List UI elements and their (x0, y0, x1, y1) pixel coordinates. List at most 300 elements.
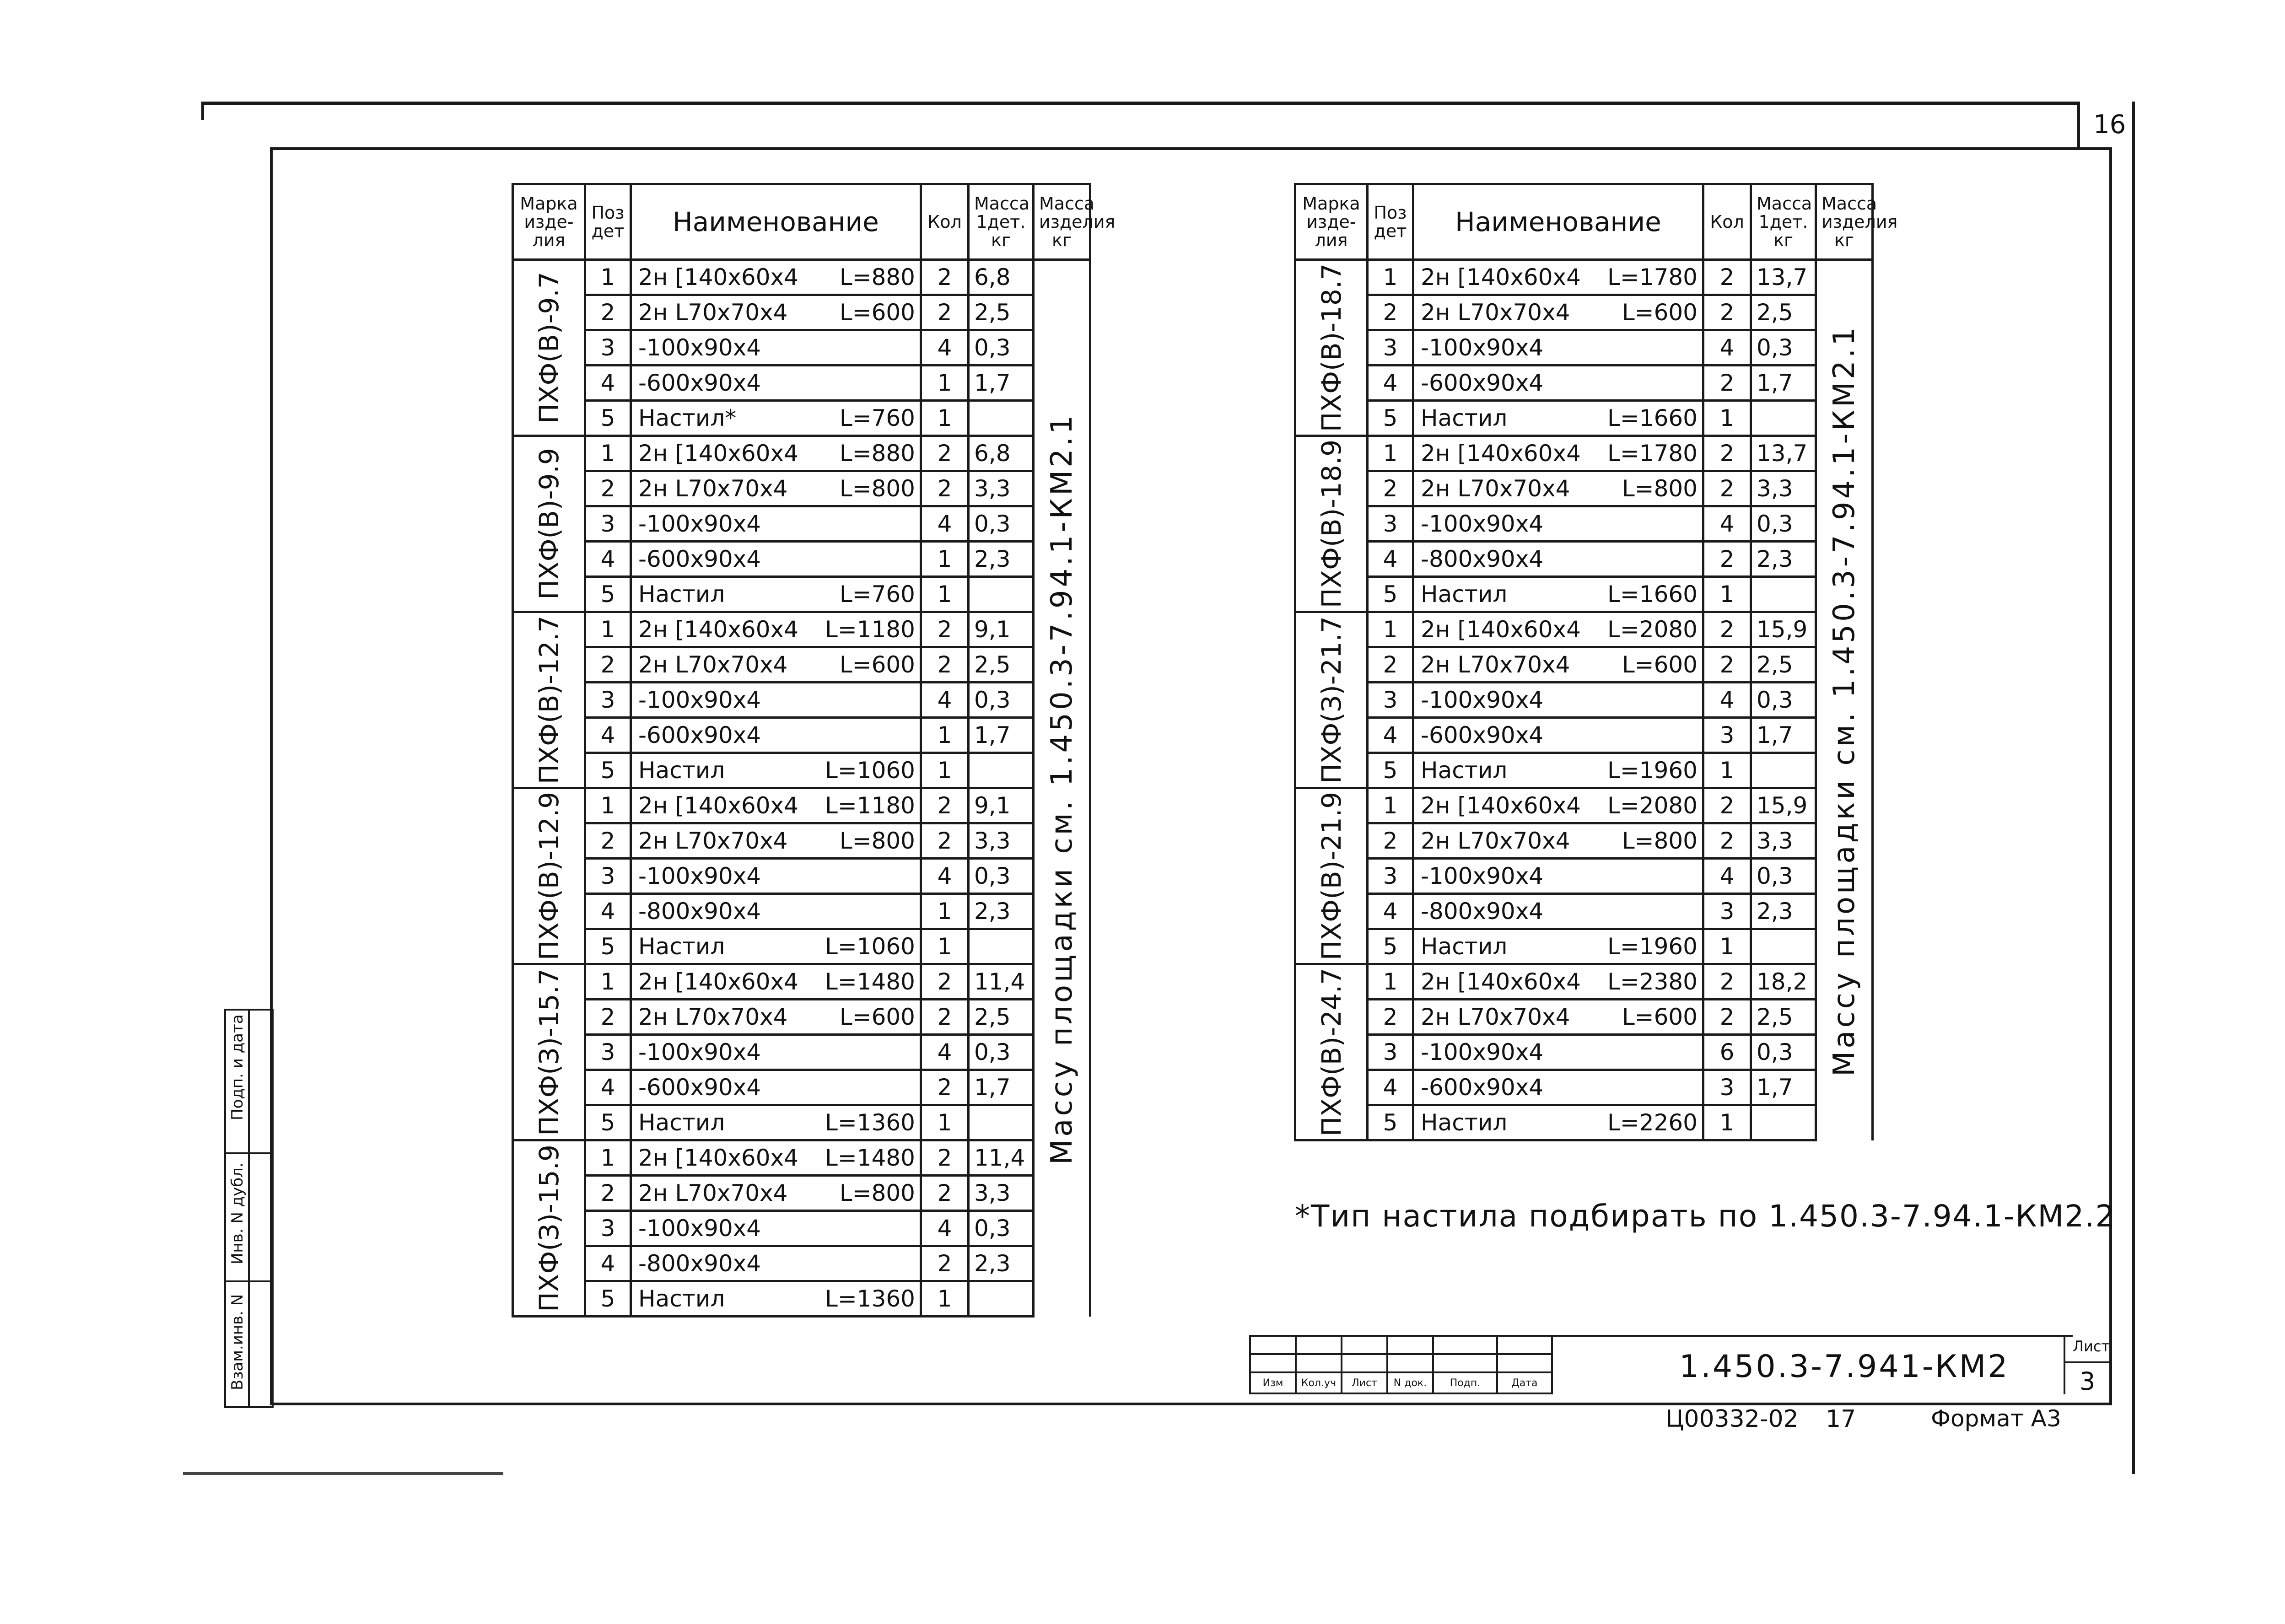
pos-cell: 3 (585, 1035, 631, 1070)
item-mark: ПХФ(В)-18.7 (1315, 263, 1347, 432)
name-cell (631, 718, 921, 753)
part-length: L=2080 (1607, 792, 1698, 819)
part-length: L=800 (1622, 475, 1698, 502)
part-length: L=1180 (825, 792, 915, 819)
header-pos: Поз дет (585, 184, 631, 260)
mass-cell: 13,7 (1751, 436, 1816, 471)
part-name: 2н [140х60х4 (638, 264, 798, 290)
part-length: L=760 (839, 581, 915, 608)
format-label: Формат А3 (1931, 1405, 2061, 1432)
mass-cell: 3,3 (969, 823, 1034, 859)
table-row (1295, 929, 1873, 964)
table-row (513, 1246, 1090, 1281)
table-row (1295, 823, 1873, 859)
mass-cell (969, 401, 1034, 436)
part-name: Настил (1421, 405, 1508, 431)
qty-cell: 2 (921, 788, 969, 823)
mass-cell: 2,3 (969, 894, 1034, 929)
part-length: L=2080 (1607, 616, 1698, 643)
name-cell (631, 647, 921, 683)
mass-cell: 3,3 (969, 471, 1034, 506)
name-cell (1413, 753, 1703, 788)
tb-col-list: Лист (1342, 1372, 1387, 1393)
name-cell (1413, 929, 1703, 964)
part-length: L=1480 (825, 968, 915, 995)
table-row (1295, 753, 1873, 788)
pos-cell: 4 (585, 718, 631, 753)
part-name: 2н [140х60х4 (1421, 264, 1581, 290)
pos-cell: 4 (585, 366, 631, 401)
table-row (513, 964, 1090, 1000)
stamp-label-signature: Подп. и дата (228, 1014, 247, 1120)
item-mark-cell (1295, 788, 1368, 964)
part-name: -100х90х4 (1421, 1039, 1544, 1065)
item-mark-cell (513, 788, 585, 964)
mass-cell: 15,9 (1751, 612, 1816, 647)
qty-cell: 1 (1703, 753, 1751, 788)
part-name: -100х90х4 (638, 1215, 761, 1242)
part-name: Настил (638, 1109, 725, 1136)
mass-cell (969, 577, 1034, 612)
pos-cell: 4 (585, 1246, 631, 1281)
name-cell (631, 929, 921, 964)
qty-cell: 2 (1703, 295, 1751, 330)
part-name: -100х90х4 (1421, 334, 1544, 361)
name-cell (631, 894, 921, 929)
mass-cell: 2,3 (1751, 542, 1816, 577)
pos-cell: 3 (1368, 859, 1413, 894)
item-mark: ПХФ(З)-15.7 (533, 968, 565, 1136)
pos-cell: 5 (1368, 929, 1413, 964)
mass-cell: 0,3 (969, 859, 1034, 894)
header-mark: Марка изде- лия (513, 184, 585, 260)
part-length: L=800 (839, 1180, 915, 1206)
part-name: 2н L70х70х4 (638, 299, 788, 326)
table-row (513, 471, 1090, 506)
qty-cell: 1 (921, 542, 969, 577)
part-name: 2н [140х60х4 (638, 440, 798, 467)
mass-cell (969, 1105, 1034, 1140)
table-row (513, 612, 1090, 647)
tb-col-podp: Подп. (1433, 1372, 1497, 1393)
qty-cell: 2 (921, 647, 969, 683)
pos-cell: 3 (585, 506, 631, 542)
pos-cell: 2 (585, 471, 631, 506)
item-mark-cell (513, 260, 585, 436)
table-row (1295, 1000, 1873, 1035)
table-row (513, 506, 1090, 542)
mass-cell: 0,3 (969, 1211, 1034, 1246)
mass-cell: 3,3 (1751, 823, 1816, 859)
pos-cell: 4 (1368, 894, 1413, 929)
table-row (513, 753, 1090, 788)
item-mark: ПХФ(З)-15.9 (533, 1145, 565, 1312)
inner-frame-top (270, 147, 2109, 150)
part-name: Настил (638, 581, 725, 608)
bottom-code: Ц00332-02 (1665, 1405, 1799, 1433)
mass-note: Массу площадки см. 1.450.3-7.94.1-КМ2.1 (1827, 324, 1861, 1077)
part-length: L=600 (839, 651, 915, 678)
table-row (1295, 401, 1873, 436)
qty-cell: 4 (1703, 506, 1751, 542)
name-cell (1413, 1070, 1703, 1105)
pos-cell: 1 (585, 612, 631, 647)
part-length: L=1480 (825, 1145, 915, 1171)
table-row (513, 401, 1090, 436)
pos-cell: 4 (585, 894, 631, 929)
mass-cell: 1,7 (1751, 718, 1816, 753)
name-cell (1413, 823, 1703, 859)
table-row (513, 1176, 1090, 1211)
part-name: Настил (638, 757, 725, 784)
pos-cell: 5 (1368, 401, 1413, 436)
part-name: -100х90х4 (638, 511, 761, 537)
name-cell (631, 1281, 921, 1317)
title-block (1249, 1335, 2110, 1404)
mass-cell: 2,3 (969, 1246, 1034, 1281)
name-cell (1413, 260, 1703, 295)
part-length: L=600 (839, 299, 915, 326)
name-cell (631, 823, 921, 859)
qty-cell: 2 (921, 964, 969, 1000)
name-cell (631, 612, 921, 647)
name-cell (1413, 1105, 1703, 1140)
item-mark-cell (1295, 964, 1368, 1140)
qty-cell: 4 (921, 330, 969, 366)
qty-cell: 2 (921, 612, 969, 647)
table-row (513, 859, 1090, 894)
mass-cell (1751, 577, 1816, 612)
qty-cell: 1 (921, 577, 969, 612)
table-row (513, 1281, 1090, 1317)
header-qty: Кол (1703, 184, 1751, 260)
mass-cell: 0,3 (1751, 330, 1816, 366)
pos-cell: 1 (585, 1140, 631, 1176)
pos-cell: 2 (585, 1176, 631, 1211)
pos-cell: 4 (1368, 366, 1413, 401)
qty-cell: 1 (921, 401, 969, 436)
table-row (513, 1070, 1090, 1105)
mass-note-cell (1816, 260, 1873, 1140)
table-row (513, 647, 1090, 683)
part-name: 2н L70х70х4 (638, 1004, 788, 1030)
qty-cell: 1 (921, 929, 969, 964)
top-frame-line (201, 102, 2077, 105)
part-length: L=2380 (1607, 968, 1698, 995)
table-row (513, 929, 1090, 964)
mass-cell: 15,9 (1751, 788, 1816, 823)
pos-cell: 3 (585, 683, 631, 718)
mass-cell: 2,5 (1751, 1000, 1816, 1035)
table-row (1295, 471, 1873, 506)
left-spec-table (512, 183, 1116, 1317)
sheet-label: Лист (2073, 1338, 2110, 1355)
item-mark-cell (1295, 436, 1368, 612)
name-cell (1413, 295, 1703, 330)
part-length: L=1360 (825, 1285, 915, 1312)
item-mark: ПХФ(В)-9.9 (533, 448, 565, 600)
pos-cell: 3 (1368, 1035, 1413, 1070)
mass-cell: 2,5 (969, 1000, 1034, 1035)
table-row (1295, 647, 1873, 683)
qty-cell: 1 (1703, 577, 1751, 612)
part-name: -600х90х4 (1421, 722, 1544, 748)
item-mark-cell (1295, 612, 1368, 788)
pos-cell: 5 (585, 753, 631, 788)
name-cell (1413, 859, 1703, 894)
pos-cell: 2 (1368, 471, 1413, 506)
name-cell (1413, 612, 1703, 647)
mass-cell: 3,3 (1751, 471, 1816, 506)
qty-cell: 1 (921, 753, 969, 788)
pos-cell: 2 (1368, 647, 1413, 683)
name-cell (631, 964, 921, 1000)
name-cell (1413, 577, 1703, 612)
header-mark: Марка изде- лия (1295, 184, 1368, 260)
part-name: -100х90х4 (1421, 687, 1544, 713)
item-mark-cell (513, 964, 585, 1140)
name-cell (1413, 718, 1703, 753)
stamp-label-duplicate: Инв. N дубл. (228, 1162, 247, 1264)
tb-col-kolch: Кол.уч (1296, 1372, 1342, 1393)
header-mass-detail: Масса 1дет. кг (969, 184, 1034, 260)
part-name: -100х90х4 (1421, 863, 1544, 889)
part-name: 2н [140х60х4 (1421, 792, 1581, 819)
qty-cell: 3 (1703, 1070, 1751, 1105)
pos-cell: 1 (585, 436, 631, 471)
table-row (1295, 894, 1873, 929)
tb-col-izm: Изм (1250, 1372, 1296, 1393)
name-cell (631, 506, 921, 542)
mass-cell: 1,7 (969, 718, 1034, 753)
qty-cell: 2 (1703, 964, 1751, 1000)
pos-cell: 5 (1368, 753, 1413, 788)
bottom-number: 17 (1826, 1405, 1856, 1433)
mass-cell: 2,3 (1751, 894, 1816, 929)
item-mark: ПХФ(В)-21.9 (1315, 791, 1347, 961)
qty-cell: 4 (921, 1211, 969, 1246)
qty-cell: 4 (1703, 330, 1751, 366)
pos-cell: 5 (585, 1105, 631, 1140)
mass-cell: 11,4 (969, 1140, 1034, 1176)
part-name: -600х90х4 (638, 722, 761, 748)
pos-cell: 4 (1368, 1070, 1413, 1105)
side-stamp (224, 1009, 274, 1408)
table-row (1295, 542, 1873, 577)
table-row (1295, 718, 1873, 753)
part-name: 2н L70х70х4 (638, 1180, 788, 1206)
part-length: L=1060 (825, 933, 915, 960)
qty-cell: 4 (921, 1035, 969, 1070)
sheet-number-box-left (2077, 102, 2080, 150)
name-cell (631, 753, 921, 788)
qty-cell: 2 (921, 1140, 969, 1176)
top-frame-tick (201, 102, 204, 120)
pos-cell: 2 (585, 823, 631, 859)
qty-cell: 2 (1703, 436, 1751, 471)
part-name: -100х90х4 (1421, 511, 1544, 537)
item-mark-cell (513, 1140, 585, 1317)
mass-cell: 1,7 (969, 1070, 1034, 1105)
table-row (513, 894, 1090, 929)
item-mark: ПХФ(В)-18.9 (1315, 439, 1347, 608)
table-row (513, 1000, 1090, 1035)
mass-cell: 0,3 (969, 1035, 1034, 1070)
mass-note: Массу площадки см. 1.450.3-7.94.1-КМ2.1 (1045, 412, 1079, 1165)
table-row (513, 542, 1090, 577)
part-name: 2н L70х70х4 (1421, 1004, 1570, 1030)
pos-cell: 2 (585, 647, 631, 683)
name-cell (631, 683, 921, 718)
part-length: L=600 (839, 1004, 915, 1030)
table-row (1295, 683, 1873, 718)
part-name: -600х90х4 (1421, 370, 1544, 396)
item-mark: ПХФ(В)-24.7 (1315, 968, 1347, 1137)
mass-cell (969, 1281, 1034, 1317)
part-length: L=1780 (1607, 440, 1698, 467)
table-row (513, 260, 1090, 295)
pos-cell: 1 (1368, 964, 1413, 1000)
table-row (1295, 506, 1873, 542)
qty-cell: 2 (1703, 471, 1751, 506)
table-row (1295, 1035, 1873, 1070)
qty-cell: 3 (1703, 894, 1751, 929)
part-name: 2н [140х60х4 (638, 968, 798, 995)
qty-cell: 2 (1703, 260, 1751, 295)
mass-cell: 6,8 (969, 436, 1034, 471)
item-mark-cell (513, 612, 585, 788)
part-name: -600х90х4 (638, 1074, 761, 1101)
tb-col-ndok: N док. (1387, 1372, 1433, 1393)
pos-cell: 2 (1368, 1000, 1413, 1035)
table-row (513, 366, 1090, 401)
scan-mark-bottom (183, 1472, 503, 1475)
pos-cell: 2 (1368, 823, 1413, 859)
sheet-corner-number: 16 (2093, 110, 2126, 140)
name-cell (1413, 1000, 1703, 1035)
part-name: 2н [140х60х4 (1421, 968, 1581, 995)
mass-cell: 2,5 (969, 295, 1034, 330)
part-name: Настил (1421, 933, 1508, 960)
part-length: L=1660 (1607, 581, 1698, 608)
qty-cell: 2 (1703, 823, 1751, 859)
mass-cell: 0,3 (1751, 506, 1816, 542)
pos-cell: 1 (1368, 436, 1413, 471)
qty-cell: 1 (921, 1105, 969, 1140)
qty-cell: 4 (921, 683, 969, 718)
right-spec-table (1294, 183, 1898, 1141)
pos-cell: 1 (585, 964, 631, 1000)
mass-note-cell (1034, 260, 1090, 1317)
table-row (513, 718, 1090, 753)
table-row (513, 788, 1090, 823)
item-mark: ПХФ(В)-9.7 (533, 272, 565, 424)
part-length: L=1960 (1607, 757, 1698, 784)
part-name: 2н L70х70х4 (638, 828, 788, 854)
pos-cell: 5 (585, 929, 631, 964)
qty-cell: 2 (921, 1000, 969, 1035)
table-row (513, 577, 1090, 612)
table-row (513, 823, 1090, 859)
table-row (513, 1035, 1090, 1070)
pos-cell: 4 (1368, 718, 1413, 753)
table-row (1295, 295, 1873, 330)
qty-cell: 2 (1703, 612, 1751, 647)
part-name: Настил (638, 933, 725, 960)
pos-cell: 2 (585, 1000, 631, 1035)
part-name: -800х90х4 (638, 898, 761, 925)
table-row (1295, 436, 1873, 471)
part-name: 2н L70х70х4 (638, 651, 788, 678)
mass-cell (1751, 1105, 1816, 1140)
table-row (1295, 964, 1873, 1000)
part-length: L=800 (839, 475, 915, 502)
name-cell (631, 1246, 921, 1281)
table-row (513, 436, 1090, 471)
mass-cell: 0,3 (1751, 859, 1816, 894)
part-length: L=600 (1622, 1004, 1698, 1030)
qty-cell: 2 (921, 260, 969, 295)
part-name: -800х90х4 (1421, 898, 1544, 925)
header-name: Наименование (1413, 184, 1703, 260)
part-length: L=760 (839, 405, 915, 431)
item-mark: ПХФ(В)-12.9 (533, 791, 565, 961)
part-length: L=1960 (1607, 933, 1698, 960)
qty-cell: 4 (921, 859, 969, 894)
pos-cell: 3 (585, 859, 631, 894)
part-name: Настил (1421, 1109, 1508, 1136)
qty-cell: 2 (921, 823, 969, 859)
qty-cell: 2 (921, 471, 969, 506)
table-row (1295, 859, 1873, 894)
part-name: 2н [140х60х4 (638, 616, 798, 643)
table-row (1295, 366, 1873, 401)
qty-cell: 1 (1703, 1105, 1751, 1140)
part-length: L=880 (839, 440, 915, 467)
part-length: L=1660 (1607, 405, 1698, 431)
part-name: 2н [140х60х4 (1421, 616, 1581, 643)
name-cell (631, 1211, 921, 1246)
name-cell (631, 330, 921, 366)
mass-cell (1751, 753, 1816, 788)
mass-cell: 2,5 (1751, 647, 1816, 683)
pos-cell: 5 (1368, 577, 1413, 612)
part-name: Настил* (638, 405, 737, 431)
part-name: -100х90х4 (638, 1039, 761, 1065)
table-row (1295, 612, 1873, 647)
name-cell (631, 366, 921, 401)
qty-cell: 1 (921, 894, 969, 929)
table-row (513, 1211, 1090, 1246)
part-length: L=1780 (1607, 264, 1698, 290)
header-qty: Кол (921, 184, 969, 260)
part-length: L=800 (1622, 828, 1698, 854)
part-name: 2н [140х60х4 (638, 1145, 798, 1171)
qty-cell: 2 (1703, 788, 1751, 823)
qty-cell: 1 (1703, 929, 1751, 964)
header-mass-item: Масса изделия кг (1034, 184, 1090, 260)
mass-cell: 0,3 (969, 330, 1034, 366)
part-name: -600х90х4 (638, 370, 761, 396)
part-name: 2н L70х70х4 (1421, 475, 1570, 502)
pos-cell: 1 (1368, 788, 1413, 823)
pos-cell: 2 (585, 295, 631, 330)
tb-col-data: Дата (1497, 1372, 1552, 1393)
name-cell (1413, 471, 1703, 506)
pos-cell: 4 (585, 542, 631, 577)
table-row (513, 683, 1090, 718)
part-length: L=800 (839, 828, 915, 854)
